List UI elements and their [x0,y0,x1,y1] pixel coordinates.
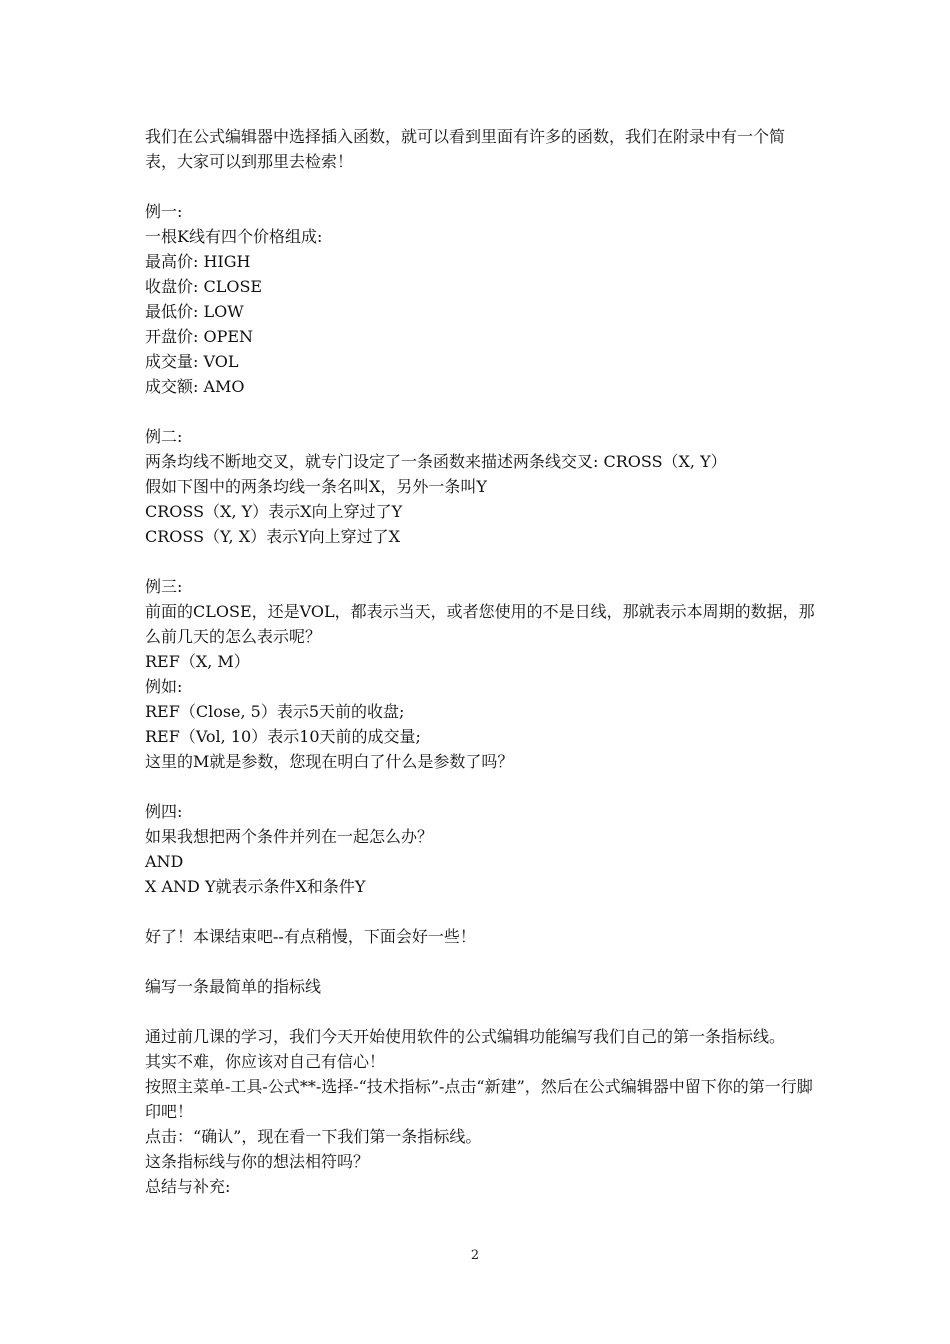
example1-line: 成交量: VOL [145,352,239,371]
example2-line: 两条均线不断地交叉，就专门设定了一条函数来描述两条线交叉: CROSS（X, Y） [145,452,727,471]
example1-line: 最低价: LOW [145,302,244,321]
example1-line: 一根K线有四个价格组成: [145,227,323,246]
example4-line: X AND Y就表示条件X和条件Y [145,877,366,896]
example3-line: REF（Vol, 10）表示10天前的成交量; [145,727,421,746]
example1-line: 成交额: AMO [145,377,245,396]
example4-heading: 例四: [145,802,183,821]
example3-line: 前面的CLOSE，还是VOL，都表示当天，或者您使用的不是日线，那就表示本周期的数据，那么前几天的怎么表示呢？ [145,602,815,646]
example3-line: 例如: [145,677,183,696]
section-line: 其实不难，你应该对自己有信心！ [145,1052,386,1071]
paragraph-gap [145,549,815,574]
example1-line: 最高价: HIGH [145,252,251,271]
closing-line: 好了！本课结束吧--有点稍慢，下面会好一些！ [145,927,476,946]
section-line: 按照主菜单-工具-公式**-选择-“技术指标”-点击“新建”，然后在公式编辑器中留下你的第一行脚印吧！ [145,1077,813,1121]
paragraph-gap [145,899,815,924]
paragraph-gap [145,949,815,974]
example4-line: AND [145,852,184,871]
section-line: 通过前几课的学习，我们今天开始使用软件的公式编辑功能编写我们自己的第一条指标线。 [145,1027,786,1046]
example1-line: 收盘价: CLOSE [145,277,263,296]
example3-line: 这里的M就是参数，您现在明白了什么是参数了吗？ [145,752,514,771]
example1-heading: 例一: [145,202,183,221]
example2-line: 假如下图中的两条均线一条名叫X，另外一条叫Y [145,477,487,496]
section-line: 总结与补充: [145,1177,231,1196]
paragraph-gap [145,774,815,799]
section-line: 点击：“确认”，现在看一下我们第一条指标线。 [145,1127,482,1146]
section-title: 编写一条最简单的指标线 [145,977,322,996]
example3-heading: 例三: [145,577,183,596]
section-line: 这条指标线与你的想法相符吗？ [145,1152,370,1171]
example4-line: 如果我想把两个条件并列在一起怎么办？ [145,827,434,846]
example1-line: 开盘价: OPEN [145,327,254,346]
page-number: 2 [470,1248,480,1263]
example3-line: REF（X, M） [145,652,250,671]
example2-line: CROSS（Y, X）表示Y向上穿过了X [145,527,401,546]
paragraph-gap [145,174,815,199]
example2-line: CROSS（X, Y）表示X向上穿过了Y [145,502,403,521]
intro-paragraph: 我们在公式编辑器中选择插入函数，就可以看到里面有许多的函数，我们在附录中有一个简表，大家可以到那里去检索！ [145,127,786,171]
example3-line: REF（Close, 5）表示5天前的收盘; [145,702,405,721]
paragraph-gap [145,399,815,424]
paragraph-gap [145,999,815,1024]
document-body [145,124,815,1199]
example2-heading: 例二: [145,427,183,446]
